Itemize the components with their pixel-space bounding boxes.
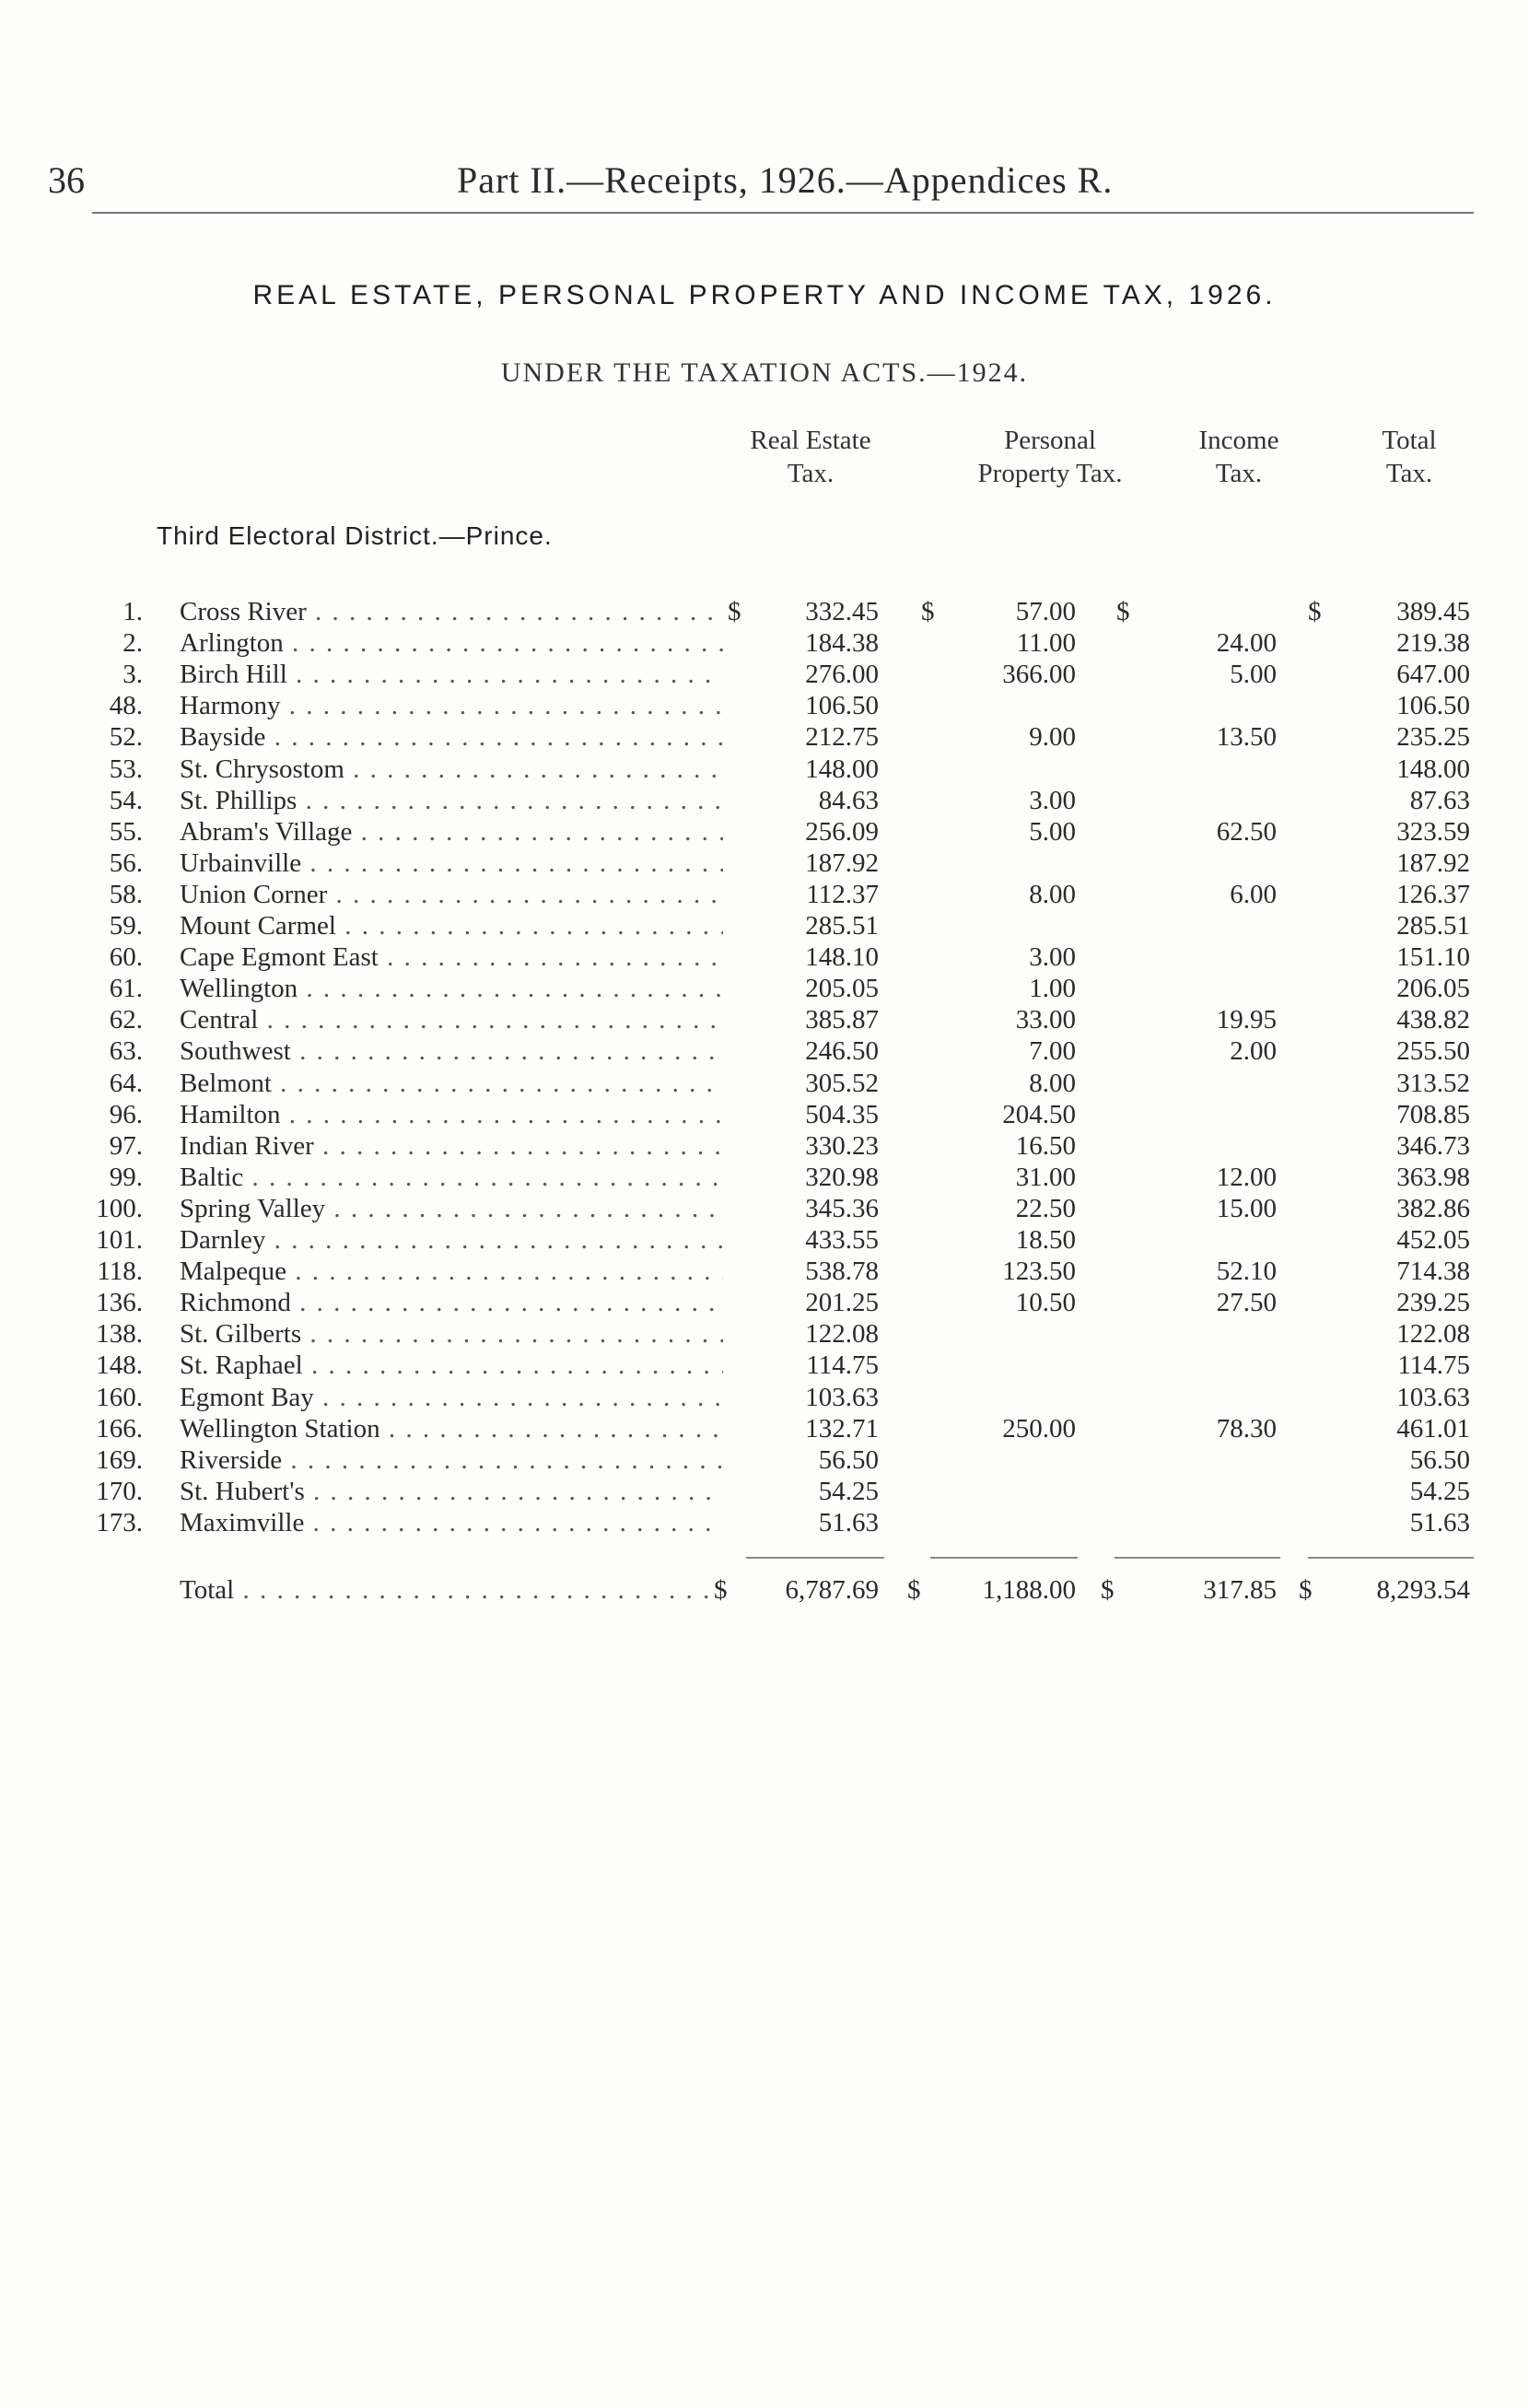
- row-number: 96.: [109, 1099, 143, 1129]
- table-row: [0, 753, 1529, 786]
- column-header-line: Tax.: [1385, 459, 1433, 488]
- total-tax: 235.25: [1396, 722, 1470, 753]
- table-row: [0, 1192, 1529, 1225]
- table-row: [0, 1286, 1529, 1319]
- row-number: 2.: [123, 628, 143, 659]
- personal-property-tax: 204.50: [1002, 1099, 1076, 1129]
- real-estate-tax: 106.50: [805, 691, 879, 721]
- real-estate-tax: 114.75: [806, 1350, 879, 1381]
- personal-property-tax: 18.50: [1015, 1225, 1076, 1255]
- column-header-line: Tax.: [787, 459, 835, 488]
- row-number: 3.: [123, 660, 143, 690]
- row-number: 54.: [109, 785, 143, 815]
- row-number: 63.: [109, 1036, 143, 1067]
- running-header: [0, 158, 1529, 205]
- personal-property-tax: 250.00: [1002, 1413, 1076, 1444]
- real-estate-tax: 132.71: [805, 1413, 879, 1444]
- real-estate-tax: 538.78: [805, 1257, 879, 1287]
- total-tax: 206.05: [1396, 974, 1470, 1004]
- total-tax: 51.63: [1409, 1507, 1470, 1537]
- district-name: Hamilton . . .: [180, 1098, 723, 1131]
- total-tax: 346.73: [1396, 1130, 1470, 1161]
- district-name: Wellington Station . . .: [180, 1412, 723, 1445]
- real-estate-tax: 330.23: [805, 1130, 879, 1161]
- total-tax: 87.63: [1409, 785, 1470, 815]
- personal-property-tax: 5.00: [1029, 816, 1076, 847]
- real-estate-tax: 385.87: [805, 1005, 879, 1035]
- district-name: Birch Hill . . .: [180, 658, 723, 691]
- real-estate-tax: 187.92: [805, 847, 879, 878]
- personal-property-tax: 11.00: [1016, 628, 1076, 659]
- district-name: Richmond . . .: [180, 1286, 723, 1319]
- personal-property-tax: 10.50: [1015, 1288, 1076, 1318]
- personal-property-tax: 33.00: [1015, 1005, 1076, 1035]
- income-tax: 5.00: [1230, 660, 1277, 690]
- district-name: Abram's Village . . .: [180, 815, 723, 848]
- total-tax: 714.38: [1396, 1257, 1470, 1287]
- table-row: [0, 815, 1529, 848]
- total-tax: 461.01: [1396, 1413, 1470, 1444]
- table-row: [0, 658, 1529, 691]
- real-estate-tax: 103.63: [805, 1382, 879, 1412]
- table-row: [0, 1067, 1529, 1100]
- table-row: [0, 972, 1529, 1005]
- table-row: [0, 1412, 1529, 1445]
- income-tax: 2.00: [1230, 1036, 1277, 1067]
- real-estate-tax: 320.98: [805, 1162, 879, 1192]
- income-tax: 24.00: [1216, 628, 1277, 659]
- row-number: 100.: [96, 1193, 143, 1223]
- row-number: 99.: [109, 1162, 143, 1192]
- table-row: [0, 878, 1529, 911]
- real-estate-tax: 148.10: [805, 942, 879, 973]
- real-estate-tax: 205.05: [805, 974, 879, 1004]
- table-title: REAL ESTATE, PERSONAL PROPERTY AND INCOME TAX, 1926.: [252, 280, 1277, 310]
- row-number: 166.: [96, 1413, 143, 1444]
- real-estate-tax: 305.52: [805, 1068, 879, 1098]
- district-name: Central . . .: [180, 1003, 723, 1036]
- column-header-real-estate: [709, 424, 912, 490]
- table-row: [0, 1098, 1529, 1131]
- real-estate-tax: 201.25: [805, 1288, 879, 1318]
- district-name: Wellington . . .: [180, 972, 723, 1005]
- table-row: [0, 909, 1529, 942]
- income-tax: 15.00: [1216, 1193, 1277, 1223]
- real-estate-tax: 246.50: [805, 1036, 879, 1067]
- table-row: [0, 1506, 1529, 1539]
- row-number: 52.: [109, 722, 143, 753]
- personal-property-tax: 8.00: [1029, 1068, 1076, 1098]
- district-name: Spring Valley . . .: [180, 1192, 723, 1225]
- income-tax: 12.00: [1216, 1162, 1277, 1192]
- table-row: [0, 1381, 1529, 1414]
- district-name: Mount Carmel . . .: [180, 909, 723, 942]
- real-estate-tax: 212.75: [805, 722, 879, 753]
- row-number: 118.: [97, 1257, 143, 1287]
- table-row: [0, 1349, 1529, 1382]
- row-number: 48.: [109, 691, 143, 721]
- district-name: Egmont Bay . . .: [180, 1381, 723, 1414]
- row-number: 160.: [96, 1382, 143, 1412]
- table-row: [0, 847, 1529, 880]
- currency-sign: $: [714, 1575, 728, 1605]
- row-number: 136.: [96, 1288, 143, 1318]
- table-row: [0, 1444, 1529, 1477]
- income-tax: 13.50: [1216, 722, 1277, 753]
- currency-sign: $: [1299, 1575, 1313, 1605]
- real-estate-tax: 112.37: [806, 879, 879, 909]
- rule-total: [1308, 1557, 1474, 1559]
- district-name: Cross River . . .: [180, 595, 723, 628]
- district-name: Arlington . . .: [180, 626, 723, 660]
- column-header-line: Personal: [1004, 426, 1096, 455]
- total-tax: 103.63: [1396, 1382, 1470, 1412]
- district-name: St. Phillips . . .: [180, 784, 723, 817]
- total-tax: 452.05: [1396, 1225, 1470, 1255]
- income-tax: 78.30: [1216, 1413, 1277, 1444]
- row-number: 148.: [96, 1350, 143, 1381]
- table-row: [0, 941, 1529, 974]
- district-name: Darnley . . .: [180, 1223, 723, 1257]
- row-number: 58.: [109, 879, 143, 909]
- column-header-line: Income: [1198, 426, 1279, 455]
- total-tax: 187.92: [1396, 847, 1470, 878]
- personal-property-tax: 123.50: [1002, 1257, 1076, 1287]
- table-row: [0, 784, 1529, 817]
- district-name: St. Raphael . . .: [180, 1349, 723, 1382]
- personal-property-tax: 9.00: [1029, 722, 1076, 753]
- row-number: 60.: [109, 942, 143, 973]
- table-row: [0, 1475, 1529, 1508]
- currency-sign: $: [1308, 597, 1322, 626]
- total-income: 317.85: [1203, 1575, 1277, 1605]
- row-number: 173.: [96, 1507, 143, 1537]
- real-estate-tax: 256.09: [805, 816, 879, 847]
- total-tax: 438.82: [1396, 1005, 1470, 1035]
- total-tax: 54.25: [1409, 1476, 1470, 1506]
- personal-property-tax: 3.00: [1029, 942, 1076, 973]
- district-name: Southwest . . .: [180, 1035, 723, 1068]
- column-header-line: Total: [1382, 426, 1437, 455]
- currency-sign: $: [907, 1575, 921, 1605]
- total-tax: 122.08: [1396, 1319, 1470, 1350]
- currency-sign: $: [921, 597, 935, 626]
- currency-sign: $: [728, 597, 741, 626]
- total-row: [0, 1572, 1529, 1608]
- table-row: [0, 1129, 1529, 1163]
- real-estate-tax: 148.00: [805, 754, 879, 784]
- total-tax: 255.50: [1396, 1036, 1470, 1067]
- personal-property-tax: 22.50: [1015, 1193, 1076, 1223]
- total-tax: 363.98: [1396, 1162, 1470, 1192]
- column-header-line: Real Estate: [750, 426, 871, 455]
- total-tax: 708.85: [1396, 1099, 1470, 1129]
- real-estate-tax: 56.50: [818, 1444, 879, 1475]
- personal-property-tax: 366.00: [1002, 660, 1076, 690]
- personal-property-tax: 16.50: [1015, 1130, 1076, 1161]
- column-header-line: Property Tax.: [977, 459, 1123, 488]
- total-tax: 647.00: [1396, 660, 1470, 690]
- row-number: 64.: [109, 1068, 143, 1098]
- table-subtitle: UNDER THE TAXATION ACTS.—1924.: [500, 357, 1029, 388]
- column-header-total: [1336, 424, 1483, 490]
- total-personal: 1,188.00: [982, 1575, 1076, 1605]
- personal-property-tax: 3.00: [1029, 785, 1076, 815]
- table-row: [0, 1003, 1529, 1036]
- district-name: Union Corner . . .: [180, 878, 723, 911]
- currency-sign: $: [1101, 1575, 1115, 1605]
- total-total: 8,293.54: [1376, 1575, 1470, 1605]
- personal-property-tax: 7.00: [1029, 1036, 1076, 1067]
- row-number: 170.: [96, 1476, 143, 1506]
- total-tax: 239.25: [1396, 1288, 1470, 1318]
- row-number: 169.: [96, 1444, 143, 1475]
- real-estate-tax: 54.25: [818, 1476, 879, 1506]
- rule-personal: [930, 1557, 1078, 1559]
- table-row: [0, 720, 1529, 754]
- total-tax: 151.10: [1396, 942, 1470, 973]
- row-number: 59.: [109, 911, 143, 941]
- district-name: St. Chrysostom . . .: [180, 753, 723, 786]
- table-row: [0, 1035, 1529, 1068]
- total-tax: 56.50: [1409, 1444, 1470, 1475]
- total-tax: 148.00: [1396, 754, 1470, 784]
- district-name: Malpeque . . .: [180, 1255, 723, 1288]
- total-tax: 323.59: [1396, 816, 1470, 847]
- row-number: 56.: [109, 847, 143, 878]
- table-row: [0, 689, 1529, 722]
- total-tax: 126.37: [1396, 879, 1470, 909]
- real-estate-tax: 184.38: [805, 628, 879, 659]
- row-number: 61.: [109, 974, 143, 1004]
- total-tax: 285.51: [1396, 911, 1470, 941]
- total-tax: 114.75: [1397, 1350, 1470, 1381]
- real-estate-tax: 285.51: [805, 911, 879, 941]
- district-name: Baltic . . .: [180, 1161, 723, 1194]
- income-tax: 27.50: [1216, 1288, 1277, 1318]
- currency-sign: $: [1116, 597, 1130, 626]
- total-tax: 313.52: [1396, 1068, 1470, 1098]
- table-row: [0, 1255, 1529, 1288]
- rule-real: [746, 1557, 884, 1559]
- row-number: 138.: [96, 1319, 143, 1350]
- income-tax: 52.10: [1216, 1257, 1277, 1287]
- district-name: Indian River . . .: [180, 1129, 723, 1163]
- column-header-income: [1170, 424, 1308, 490]
- total-real: 6,787.69: [785, 1575, 879, 1605]
- district-name: St. Gilberts . . .: [180, 1317, 723, 1350]
- real-estate-tax: 84.63: [818, 785, 879, 815]
- page-number: 36: [48, 159, 85, 201]
- district-name: Maximville . . .: [180, 1506, 723, 1539]
- section-title: Third Electoral District.—Prince.: [157, 521, 553, 550]
- real-estate-tax: 122.08: [805, 1319, 879, 1350]
- real-estate-tax: 433.55: [805, 1225, 879, 1255]
- row-number: 55.: [109, 816, 143, 847]
- district-name: St. Hubert's . . .: [180, 1475, 723, 1508]
- personal-property-tax: 1.00: [1029, 974, 1076, 1004]
- income-tax: 19.95: [1216, 1005, 1277, 1035]
- table-row: [0, 1223, 1529, 1257]
- real-estate-tax: 504.35: [805, 1099, 879, 1129]
- district-name: Urbainville . . .: [180, 847, 723, 880]
- real-estate-tax: 276.00: [805, 660, 879, 690]
- table-row: [0, 595, 1529, 628]
- row-number: 1.: [123, 597, 143, 626]
- row-number: 53.: [109, 754, 143, 784]
- total-label: Total . . .: [180, 1572, 714, 1608]
- district-name: Harmony . . .: [180, 689, 723, 722]
- real-estate-tax: 332.45: [805, 597, 879, 626]
- table-row: [0, 626, 1529, 660]
- income-tax: 6.00: [1230, 879, 1277, 909]
- personal-property-tax: 8.00: [1029, 879, 1076, 909]
- column-header-line: Tax.: [1215, 459, 1263, 488]
- personal-property-tax: 57.00: [1015, 597, 1076, 626]
- running-title: Part II.—Receipts, 1926.—Appendices R.: [457, 159, 1114, 201]
- total-tax: 106.50: [1396, 691, 1470, 721]
- total-tax: 382.86: [1396, 1193, 1470, 1223]
- income-tax: 62.50: [1216, 816, 1277, 847]
- row-number: 62.: [109, 1005, 143, 1035]
- total-tax: 389.45: [1396, 597, 1470, 626]
- real-estate-tax: 51.63: [818, 1507, 879, 1537]
- district-name: Cape Egmont East . . .: [180, 941, 723, 974]
- personal-property-tax: 31.00: [1015, 1162, 1076, 1192]
- district-name: Bayside . . .: [180, 720, 723, 754]
- real-estate-tax: 345.36: [805, 1193, 879, 1223]
- table-row: [0, 1161, 1529, 1194]
- header-rule: [92, 212, 1474, 214]
- district-name: Belmont . . .: [180, 1067, 723, 1100]
- column-header-personal-property: [930, 424, 1170, 490]
- rule-income: [1115, 1557, 1280, 1559]
- row-number: 101.: [96, 1225, 143, 1255]
- table-row: [0, 1317, 1529, 1350]
- total-tax: 219.38: [1396, 628, 1470, 659]
- total-rules: [0, 1557, 1529, 1561]
- district-name: Riverside . . .: [180, 1444, 723, 1477]
- row-number: 97.: [109, 1130, 143, 1161]
